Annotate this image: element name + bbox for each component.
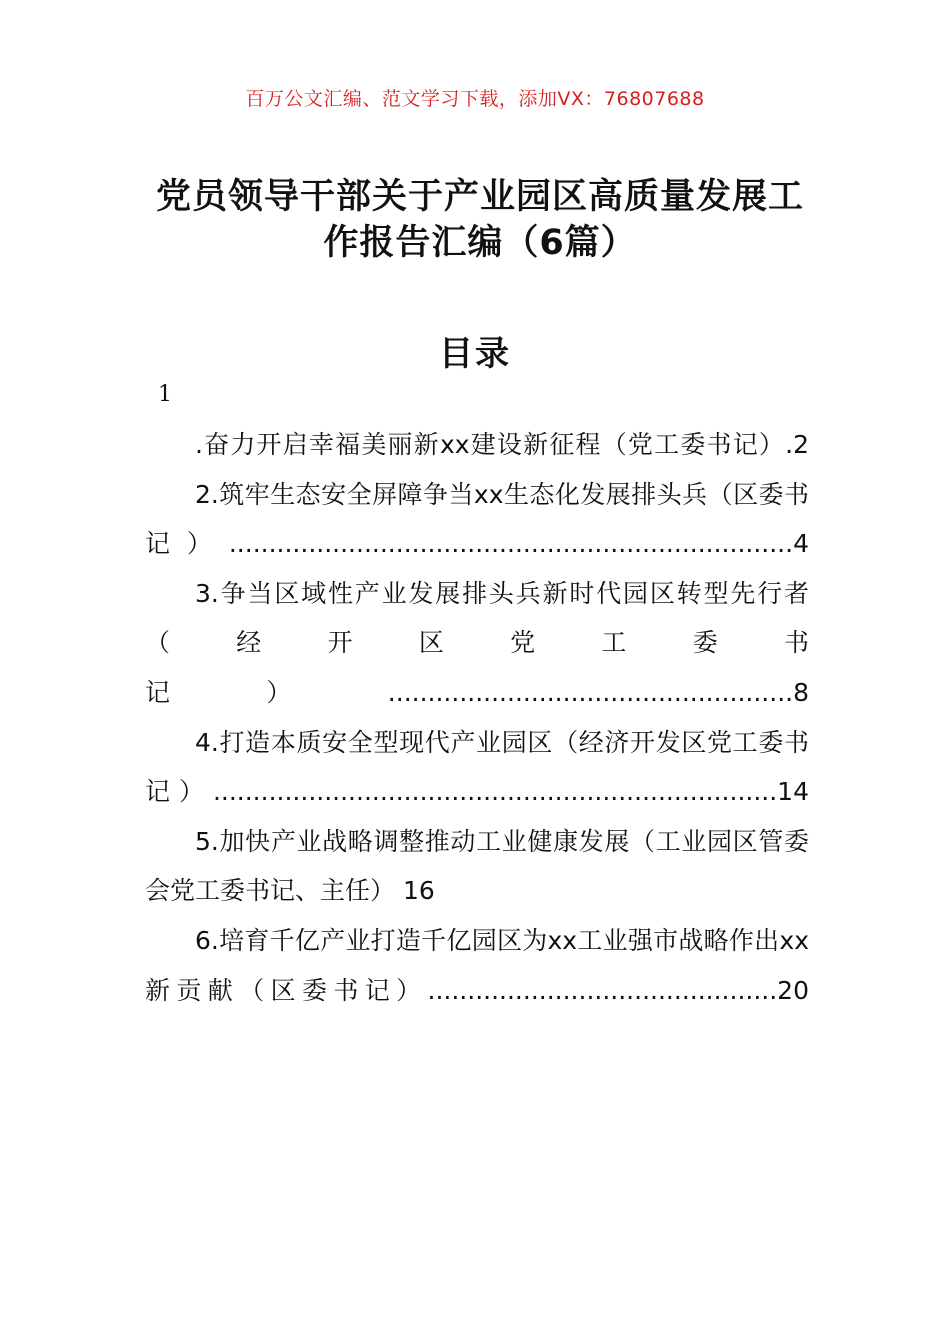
toc-entry-2[interactable]: 2.筑牢生态安全屏障争当xx生态化发展排头兵（区委书记）.......................................................................4 — [145, 479, 809, 559]
document-title: 党员领导干部关于产业园区高质量发展工作报告汇编（6篇） — [155, 177, 804, 263]
toc-entry-4[interactable]: 4.打造本质安全型现代产业园区（经济开发区党工委书记）.......................................................................14 — [145, 727, 809, 807]
page-number: 1 — [158, 382, 172, 407]
toc-heading: 目录 — [439, 334, 511, 374]
header-banner: 百万公文汇编、范文学习下载，添加VX：76807688 — [245, 88, 705, 110]
toc-entry-3[interactable]: 3.争当区域性产业发展排头兵新时代园区转型先行者（经开区党工委书记）...................................................8 — [145, 578, 809, 707]
toc-entry-5[interactable]: 5.加快产业战略调整推动工业健康发展（工业园区管委会党工委书记、主任） 16 — [145, 826, 809, 906]
table-of-contents — [145, 420, 809, 1015]
toc-entry-1[interactable]: .奋力开启幸福美丽新xx建设新征程（党工委书记）.2 — [195, 430, 809, 459]
toc-entry-6[interactable]: 6.培育千亿产业打造千亿园区为xx工业强市战略作出xx新贡献（区委书记）............................................20 — [145, 925, 809, 1005]
